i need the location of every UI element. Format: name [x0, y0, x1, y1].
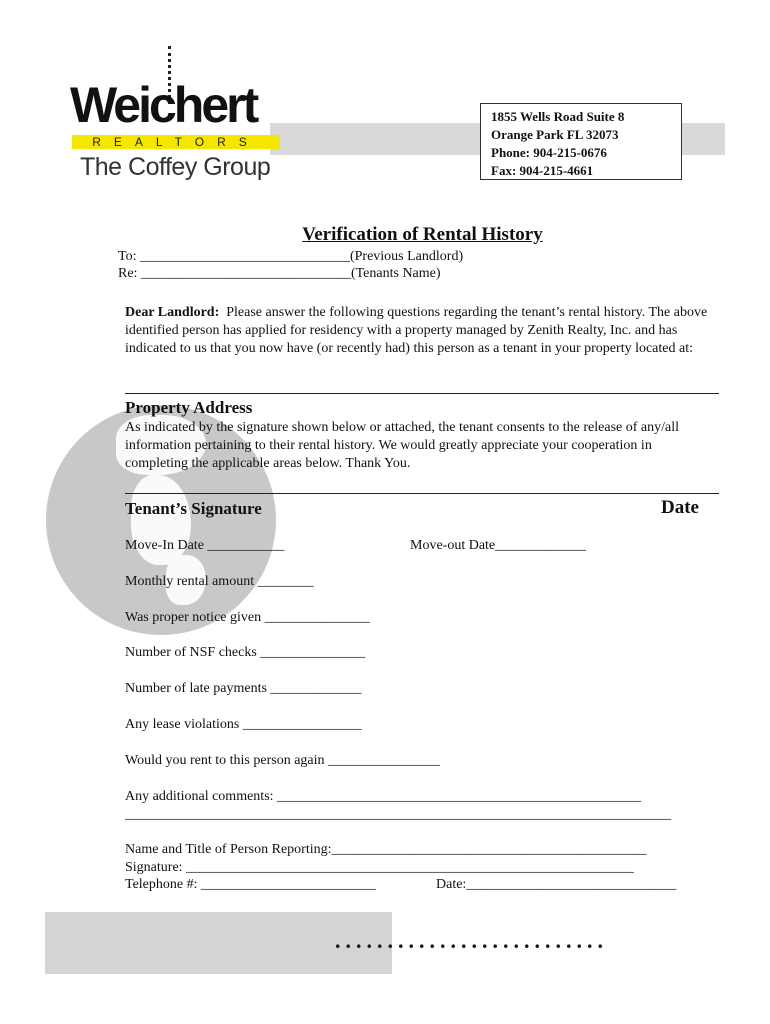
- intro-paragraph: [125, 304, 725, 358]
- address-box: [480, 103, 682, 180]
- date-field[interactable]: Date:______________________________: [436, 877, 677, 892]
- nsf-field[interactable]: Number of NSF checks _______________: [125, 645, 366, 660]
- form-title: Verification of Rental History: [302, 224, 543, 245]
- reporter-field[interactable]: Name and Title of Person Reporting:_____________________________________________: [125, 842, 647, 857]
- address-fax: Fax: 904-215-4661: [491, 163, 594, 178]
- date-heading: Date: [661, 497, 699, 518]
- to-line[interactable]: To: ______________________________(Previous Landlord): [118, 249, 464, 264]
- property-address-heading: Property Address: [125, 398, 253, 417]
- intro-text: Please answer the following questions regarding the tenant’s rental history. The above identified person has applied for residency with a property managed by Zenith Realty, Inc. and has indicated to us that you now have (or recently had) this person as a tenant in your property located at:: [125, 305, 708, 356]
- signature-heading: Tenant’s Signature: [125, 499, 262, 518]
- re-line[interactable]: Re: ______________________________(Tenants Name): [118, 266, 441, 281]
- signature-field[interactable]: Signature: ________________________________________________________________: [125, 860, 635, 875]
- address-phone: Phone: 904-215-0676: [491, 145, 607, 160]
- logo-tagline: The Coffey Group: [80, 153, 271, 181]
- greeting: Dear Landlord:: [125, 305, 220, 320]
- notice-field[interactable]: Was proper notice given _______________: [125, 610, 370, 625]
- address-line1: 1855 Wells Road Suite 8: [491, 109, 625, 124]
- logo-brand: Weichert: [70, 77, 257, 133]
- telephone-field[interactable]: Telephone #: _________________________: [125, 877, 376, 892]
- property-address-line[interactable]: [125, 393, 719, 394]
- footer-dots: ..........................: [335, 928, 608, 953]
- comments-line2[interactable]: ______________________________________________________________________________: [125, 807, 671, 822]
- move-out-field[interactable]: Move-out Date_____________: [410, 538, 587, 553]
- late-payments-field[interactable]: Number of late payments _____________: [125, 681, 362, 696]
- move-in-field[interactable]: Move-In Date ___________: [125, 538, 285, 553]
- monthly-rent-field[interactable]: Monthly rental amount ________: [125, 574, 314, 589]
- logo-realtors: REALTORS: [72, 135, 280, 149]
- violations-field[interactable]: Any lease violations _________________: [125, 717, 362, 732]
- rent-again-field[interactable]: Would you rent to this person again ________________: [125, 753, 441, 768]
- signature-line[interactable]: [125, 493, 719, 494]
- address-line2: Orange Park FL 32073: [491, 127, 619, 142]
- comments-field[interactable]: Any additional comments: ____________________________________________________: [125, 789, 642, 804]
- consent-paragraph: As indicated by the signature shown below or attached, the tenant consents to the release of any/all information pertaining to their rental history. We would greatly appreciate your cooperation in completing the applicable areas below. Thank You.: [125, 420, 679, 471]
